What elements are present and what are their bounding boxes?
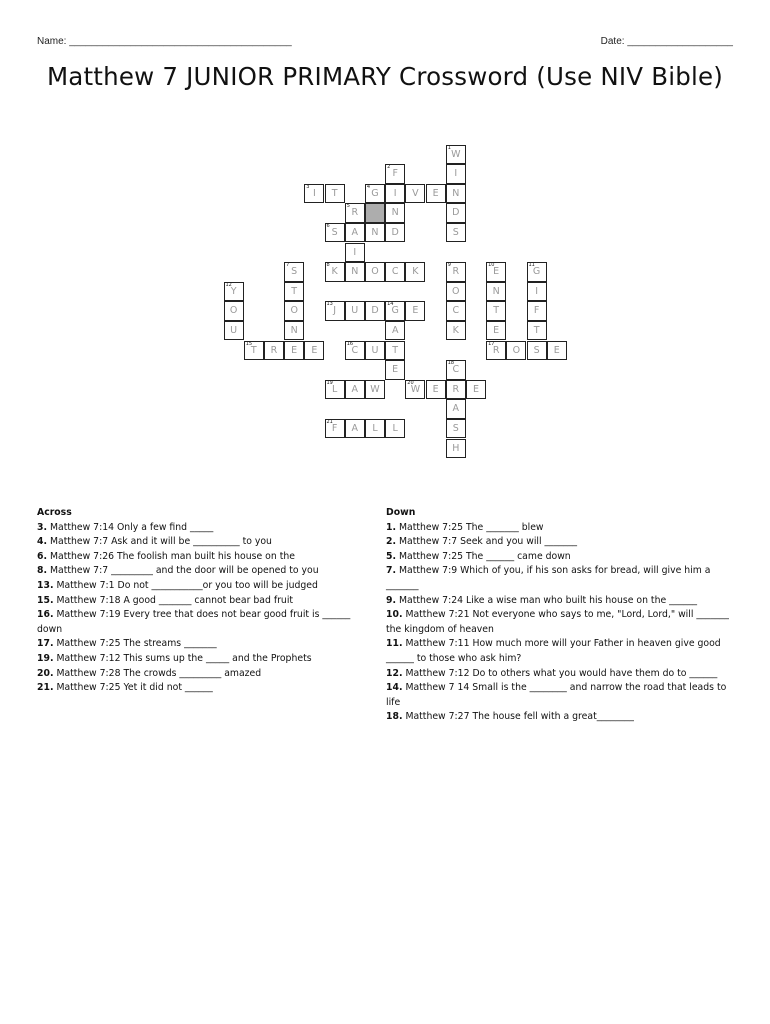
down-clue (386, 710, 731, 725)
cell-letter: G (371, 187, 379, 199)
crossword-cell[interactable] (446, 360, 466, 380)
crossword-cell[interactable] (405, 380, 425, 400)
clue-number: 18. (386, 711, 403, 723)
crossword-cell[interactable] (486, 321, 506, 341)
clue-number: 19. (37, 652, 54, 664)
cell-letter: E (472, 383, 479, 395)
clue-number: 2 (387, 164, 391, 171)
crossword-cell[interactable] (345, 203, 365, 223)
cell-letter: E (493, 266, 500, 278)
crossword-cell[interactable] (446, 262, 466, 282)
down-clue (386, 608, 731, 637)
clue-number: 21 (326, 418, 333, 425)
cell-letter: A (351, 226, 359, 238)
crossword-cell[interactable] (365, 419, 385, 439)
crossword-cell[interactable] (385, 341, 405, 361)
crossword-cell[interactable] (506, 341, 526, 361)
clue-number: 13 (326, 301, 333, 308)
clue-text: Matthew 7:26 The foolish man built his house on the (47, 550, 295, 562)
crossword-cell[interactable] (345, 262, 365, 282)
crossword-cell[interactable] (527, 301, 547, 321)
crossword-cell[interactable] (446, 282, 466, 302)
cell-letter: T (250, 344, 257, 356)
clue-text: Matthew 7:9 Which of you, if his son asks for bread, will give him a _______ (386, 565, 711, 591)
cell-letter: R (270, 344, 278, 356)
clue-number: 9. (386, 594, 397, 606)
cell-letter: E (412, 305, 419, 317)
crossword-cell[interactable] (385, 321, 405, 341)
across-clue (37, 594, 377, 609)
crossword-cell[interactable] (446, 145, 466, 165)
cell-letter: E (493, 324, 500, 336)
down-clue (386, 535, 731, 550)
clue-number: 6 (326, 222, 330, 229)
cell-letter: I (535, 285, 538, 297)
cell-letter: O (452, 285, 460, 297)
cell-letter: T (533, 324, 540, 336)
crossword-cell[interactable] (385, 184, 405, 204)
crossword-cell[interactable] (365, 301, 385, 321)
across-clue (37, 652, 377, 667)
clue-number: 15. (37, 594, 54, 606)
crossword-cell[interactable] (365, 341, 385, 361)
cell-letter: I (393, 187, 397, 199)
clue-number: 8. (37, 565, 48, 577)
crossword-cell[interactable] (486, 282, 506, 302)
across-clue (37, 564, 377, 579)
cell-letter: O (229, 305, 238, 317)
clue-number: 19 (326, 379, 333, 386)
crossword-cell[interactable] (385, 301, 405, 321)
clue-number: 3 (306, 183, 310, 190)
cell-letter: S (533, 344, 540, 356)
crossword-cell[interactable] (325, 380, 345, 400)
page-title: Matthew 7 JUNIOR PRIMARY Crossword (Use NIV Bible) (46, 62, 724, 91)
crossword-cell[interactable] (446, 321, 466, 341)
clue-number: 1. (386, 521, 397, 533)
cell-letter: T (331, 187, 338, 199)
cell-letter: I (454, 168, 458, 180)
clue-number: 16. (37, 609, 54, 621)
cell-letter: N (351, 266, 359, 278)
clue-text: Matthew 7:25 The ______ came down (396, 550, 571, 562)
down-clue (386, 681, 731, 710)
down-clue (386, 521, 731, 536)
clue-number: 2. (386, 536, 397, 548)
cell-letter: T (392, 344, 399, 356)
cell-letter: N (492, 285, 500, 297)
clue-number: 10. (386, 609, 403, 621)
cell-letter: T (493, 305, 500, 317)
crossword-cell[interactable] (325, 184, 345, 204)
cell-letter: R (452, 383, 460, 395)
crossword-blocked-cell (365, 203, 385, 223)
cell-letter: E (432, 187, 439, 199)
crossword-cell[interactable] (385, 164, 405, 184)
clue-number: 12. (386, 667, 403, 679)
cell-letter: E (432, 383, 439, 395)
clue-text: Matthew 7:27 The house fell with a great________ (402, 711, 634, 723)
crossword-cell[interactable] (527, 341, 547, 361)
date-field-label: Date: ___________________ (600, 36, 733, 47)
down-clue (386, 667, 731, 682)
cell-letter: T (291, 285, 298, 297)
across-clues (37, 506, 377, 696)
crossword-cell[interactable] (527, 262, 547, 282)
cell-letter: E (291, 344, 298, 356)
clue-number: 5 (346, 203, 350, 210)
cell-letter: W (370, 383, 380, 395)
crossword-cell[interactable] (325, 223, 345, 243)
across-clue (37, 579, 377, 594)
cell-letter: R (351, 207, 359, 219)
cell-letter: C (452, 305, 460, 317)
cell-letter: J (333, 305, 336, 317)
cell-letter: S (291, 266, 298, 278)
cell-letter: W (410, 383, 421, 395)
crossword-cell[interactable] (345, 380, 365, 400)
crossword-cell[interactable] (284, 341, 304, 361)
across-clue (37, 535, 377, 550)
crossword-cell[interactable] (345, 223, 365, 243)
clue-number: 17. (37, 638, 54, 650)
cell-letter: C (391, 266, 399, 278)
clue-text: Matthew 7:12 Do to others what you would have them do to ______ (402, 667, 718, 679)
crossword-cell[interactable] (284, 301, 304, 321)
clue-number: 13. (37, 579, 54, 591)
cell-letter: W (451, 148, 461, 160)
crossword-cell[interactable] (446, 439, 466, 459)
crossword-cell[interactable] (264, 341, 284, 361)
clue-number: 5. (386, 550, 397, 562)
down-clue (386, 564, 731, 593)
clue-text: Matthew 7:7 _________ and the door will be opened to you (47, 565, 319, 577)
cell-letter: F (533, 305, 540, 317)
name-field-label: Name: ________________________________________ (37, 36, 292, 47)
cell-letter: S (452, 422, 459, 434)
cell-letter: F (392, 168, 398, 180)
clue-text: Matthew 7:25 The streams _______ (53, 638, 217, 650)
cell-letter: E (311, 344, 318, 356)
clue-text: Matthew 7:14 Only a few find _____ (47, 521, 214, 533)
cell-letter: S (452, 226, 459, 238)
crossword-cell[interactable] (365, 380, 385, 400)
crossword-cell[interactable] (527, 321, 547, 341)
clue-text: Matthew 7:18 A good _______ cannot bear bad fruit (53, 594, 294, 606)
cell-letter: I (353, 246, 357, 258)
clue-number: 18 (447, 360, 455, 367)
cell-letter: E (392, 364, 399, 376)
cell-letter: G (532, 266, 541, 278)
clue-number: 11. (386, 638, 403, 650)
cell-letter: D (371, 305, 379, 317)
crossword-cell[interactable] (385, 223, 405, 243)
crossword-cell[interactable] (446, 184, 466, 204)
cell-letter: N (290, 324, 298, 336)
crossword-cell[interactable] (284, 321, 304, 341)
crossword-cell[interactable] (385, 262, 405, 282)
clue-text: Matthew 7:21 Not everyone who says to me, "Lord, Lord," will _______ the kingdom of heaven (386, 609, 729, 635)
crossword-cell[interactable] (325, 301, 345, 321)
clue-number: 6. (37, 550, 48, 562)
crossword-cell[interactable] (365, 262, 385, 282)
cell-letter: C (351, 344, 359, 356)
crossword-cell[interactable] (304, 184, 324, 204)
cell-letter: R (492, 344, 500, 356)
crossword-cell[interactable] (345, 419, 365, 439)
cell-letter: A (351, 422, 359, 434)
clue-text: Matthew 7:19 Every tree that does not bear good fruit is ______ down (37, 609, 351, 635)
clue-text: Matthew 7:7 Seek and you will _______ (396, 536, 578, 548)
clue-number: 10 (488, 262, 495, 269)
cell-letter: N (371, 226, 379, 238)
crossword-cell[interactable] (345, 301, 365, 321)
clue-number: 17 (488, 340, 495, 347)
crossword-cell[interactable] (446, 380, 466, 400)
cell-letter: U (351, 305, 359, 317)
clue-number: 16 (346, 340, 354, 347)
crossword-cell[interactable] (365, 184, 385, 204)
clue-number: 20. (37, 667, 54, 679)
clue-number: 21. (37, 682, 54, 694)
clue-number: 9 (447, 262, 451, 269)
crossword-cell[interactable] (486, 341, 506, 361)
cell-letter: O (371, 266, 379, 278)
clue-number: 11 (528, 262, 535, 269)
across-clue (37, 550, 377, 565)
clue-text: Matthew 7:1 Do not ___________or you too will be judged (53, 579, 318, 591)
cell-letter: K (331, 266, 338, 278)
crossword-cell[interactable] (385, 203, 405, 223)
crossword-cell[interactable] (527, 282, 547, 302)
cell-letter: C (452, 364, 460, 376)
down-clue (386, 550, 731, 565)
clue-number: 15 (245, 340, 253, 347)
crossword-cell[interactable] (547, 341, 567, 361)
clue-text: Matthew 7:24 Like a wise man who built his house on the ______ (396, 594, 698, 606)
clue-text: Matthew 7:11 How much more will your Father in heaven give good ______ to those who ask him? (386, 638, 721, 664)
cell-letter: K (452, 324, 459, 336)
crossword-cell[interactable] (405, 184, 425, 204)
crossword-cell[interactable] (365, 223, 385, 243)
clue-number: 14. (386, 682, 403, 694)
cell-letter: G (391, 305, 399, 317)
crossword-grid (224, 145, 584, 465)
clue-text: Matthew 7:25 Yet it did not ______ (53, 682, 213, 694)
cell-letter: F (331, 422, 338, 434)
clue-number: 7. (386, 565, 397, 577)
cell-letter: E (553, 344, 560, 356)
crossword-cell[interactable] (385, 360, 405, 380)
cell-letter: U (230, 324, 238, 336)
clue-text: Matthew 7:28 The crowds _________ amazed (53, 667, 262, 679)
crossword-cell[interactable] (446, 419, 466, 439)
cell-letter: S (331, 226, 338, 238)
crossword-cell[interactable] (405, 262, 425, 282)
clue-number: 12 (225, 281, 232, 288)
cell-letter: Y (230, 285, 237, 297)
down-clue (386, 594, 731, 609)
cell-letter: L (372, 422, 378, 434)
crossword-cell[interactable] (405, 301, 425, 321)
down-heading: Down (386, 507, 416, 518)
cell-letter: D (452, 207, 460, 219)
crossword-cell[interactable] (446, 301, 466, 321)
clue-text: Matthew 7 14 Small is the ________ and narrow the road that leads to life (386, 682, 727, 708)
cell-letter: I (312, 187, 316, 199)
cell-letter: D (391, 226, 399, 238)
cell-letter: H (452, 442, 460, 454)
crossword-cell[interactable] (224, 321, 244, 341)
down-clues (386, 506, 731, 725)
crossword-cell[interactable] (224, 282, 244, 302)
clue-number: 14 (387, 301, 394, 308)
crossword-cell[interactable] (486, 301, 506, 321)
cell-letter: A (351, 383, 359, 395)
across-clue (37, 637, 377, 652)
down-clue (386, 637, 731, 666)
crossword-cell[interactable] (284, 262, 304, 282)
crossword-cell[interactable] (446, 203, 466, 223)
cell-letter: U (371, 344, 379, 356)
crossword-cell[interactable] (304, 341, 324, 361)
clue-number: 4 (366, 183, 371, 190)
clue-number: 4. (37, 536, 48, 548)
across-clue (37, 608, 377, 637)
cell-letter: V (412, 187, 419, 199)
crossword-cell[interactable] (345, 341, 365, 361)
cell-letter: A (452, 403, 460, 415)
cell-letter: L (331, 383, 338, 395)
crossword-cell[interactable] (446, 223, 466, 243)
crossword-cell[interactable] (426, 380, 446, 400)
cell-letter: O (512, 344, 521, 356)
across-heading: Across (37, 507, 72, 518)
crossword-cell[interactable] (325, 419, 345, 439)
cell-letter: A (391, 324, 399, 336)
crossword-cell[interactable] (284, 282, 304, 302)
crossword-cell[interactable] (446, 164, 466, 184)
crossword-cell[interactable] (426, 184, 446, 204)
clue-text: Matthew 7:7 Ask and it will be __________ to you (47, 536, 272, 548)
crossword-cell[interactable] (466, 380, 486, 400)
crossword-cell[interactable] (345, 243, 365, 263)
crossword-cell[interactable] (244, 341, 264, 361)
crossword-cell[interactable] (486, 262, 506, 282)
crossword-cell[interactable] (224, 301, 244, 321)
clue-number: 1 (447, 144, 451, 151)
cell-letter: K (412, 266, 419, 278)
across-clue (37, 667, 377, 682)
cell-letter: O (290, 305, 298, 317)
across-clue (37, 521, 377, 536)
clue-text: Matthew 7:25 The _______ blew (396, 521, 544, 533)
across-clue (37, 681, 377, 696)
crossword-cell[interactable] (325, 262, 345, 282)
cell-letter: N (391, 207, 399, 219)
cell-letter: R (452, 266, 460, 278)
clue-number: 20 (407, 379, 414, 386)
crossword-cell[interactable] (446, 399, 466, 419)
clue-text: Matthew 7:12 This sums up the _____ and the Prophets (53, 652, 312, 664)
clue-number: 3. (37, 521, 48, 533)
crossword-cell[interactable] (385, 419, 405, 439)
cell-letter: L (392, 422, 398, 434)
clue-number: 7 (286, 262, 290, 269)
cell-letter: N (452, 187, 460, 199)
clue-number: 8 (326, 262, 330, 269)
